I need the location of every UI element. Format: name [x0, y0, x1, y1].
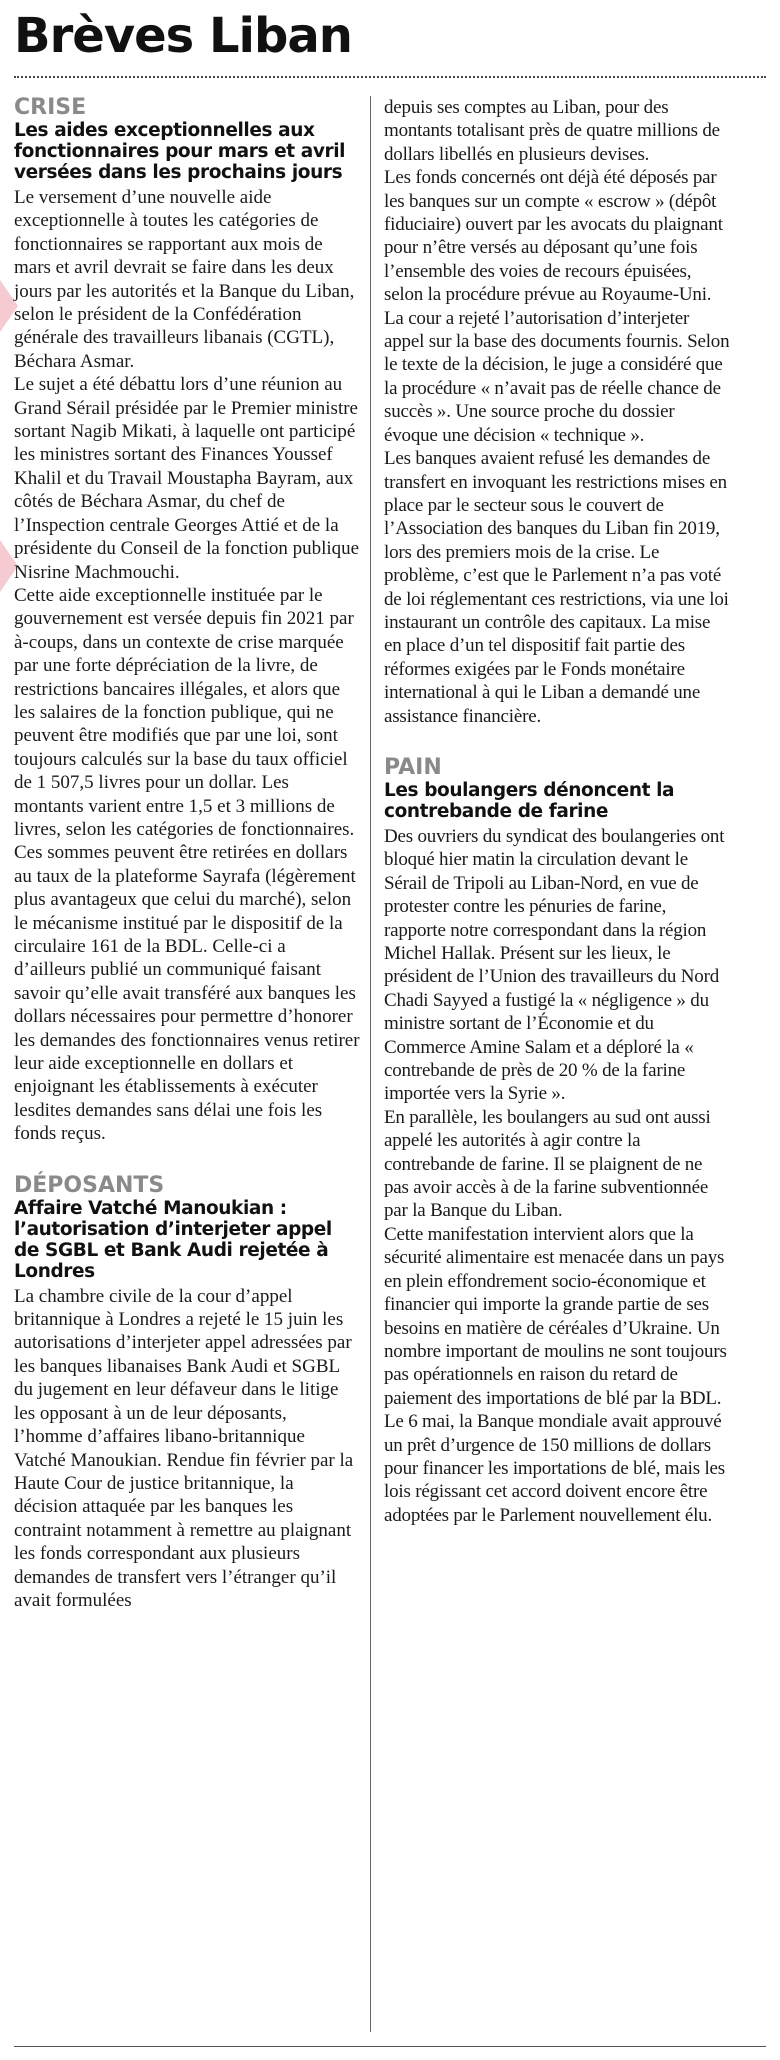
right-column: [384, 96, 730, 1527]
article-paragraph: Des ouvriers du syndicat des boulangeries ont bloqué hier matin la circulation devant le Sérail de Tripoli au Liban-Nord, en vue de protester contre les pénuries de farine, rapporte notre correspondant dans la région Michel Hallak. Présent sur les lieux, le président de l’Union des travailleurs du Nord Chadi Sayyed a fustigé la « négligence » du ministre sortant de l’Économie et du Commerce Amine Salam et a déploré la « contrebande de près de 20 % de la farine importée vers la Syrie ».: [384, 825, 725, 1105]
article-paragraph: La chambre civile de la cour d’appel britannique à Londres a rejeté le 15 juin les autorisations d’interjeter appel adressées par les banques libanaises Bank Audi et SGBL du jugement en leur défaveur dans le litige les opposant à un de leur déposants, l’homme d’affaires libano-britannique Vatché Manoukian. Rendue fin février par la Haute Cour de justice britannique, la décision attaquée par les banques les contraint notamment à remettre au plaignant les fonds correspondant aux plusieurs demandes de transfert vers l’étranger qu’il avait formulées: [14, 1285, 354, 1611]
article-deposants: [14, 1174, 360, 1613]
article-headline: Les boulangers dénoncent la contrebande de farine: [384, 779, 675, 822]
column-divider: [370, 96, 371, 2032]
article-paragraph: Le versement d’une nouvelle aide exceptionnelle à toutes les catégories de fonctionnaires se rapportant aux mois de mars et avril devrait se faire dans les deux jours par les autorités et la Banque du Liban, selon le président de la Confédération générale des travailleurs libanais (CGTL), Béchara Asmar.: [14, 187, 355, 372]
article-kicker: CRISE: [14, 95, 87, 120]
article-paragraph: Les fonds concernés ont déjà été déposés par les banques sur un compte « escrow » (dépôt fiduciaire) ouvert par les avocats du plaignant pour n’être versés au déposant qu’une fois l’ensemble des voies de recours épuisées, selon la procédure prévue au Royaume-Uni.: [384, 167, 723, 306]
article-paragraph: En parallèle, les boulangers au sud ont aussi appelé les autorités à agir contre la contrebande de farine. Il se plaignent de ne pas avoir accès à de la farine subventionnée par la Banque du Liban.: [384, 1106, 711, 1222]
article-crise: [14, 96, 360, 1146]
article-pain: [384, 756, 730, 1527]
article-paragraph: Cette aide exceptionnelle instituée par le gouvernement est versée depuis fin 2021 par à-coups, dans un contexte de crise marquée par une forte dépréciation de la livre, de restrictions bancaires illégales, et alors que les salaires de la fonction publique, qui ne peuvent être modifiés que par une loi, sont toujours calculés sur la base du taux officiel de 1 507,5 livres pour un dollar. Les montants varient entre 1,5 et 3 millions de livres, selon les catégories de fonctionnaires. Ces sommes peuvent être retirées en dollars au taux de la plateforme Sayrafa (légèrement plus avantageux que celui du marché), selon le mécanisme institué par le dispositif de la circulaire 161 de la BDL. Celle-ci a d’ailleurs publié un communiqué faisant savoir qu’elle avait transféré aux banques les dollars nécessaires pour permettre d’honorer les demandes des fonctionnaires venus retirer leur aide exceptionnelle en dollars et enjoignant les établissements à exécuter lesdites demandes sans délai une fois les fonds reçus.: [14, 584, 360, 1145]
article-headline: Les aides exceptionnelles aux fonctionnaires pour mars et avril versées dans les prochains jours: [14, 120, 346, 183]
article-paragraph: Le sujet a été débattu lors d’une réunion au Grand Sérail présidée par le Premier ministre sortant Nagib Mikati, à laquelle ont participé les ministres sortant des Finances Youssef Khalil et du Travail Moustapha Bayram, aux côtés de Béchara Asmar, du chef de l’Inspection centrale Georges Attié et de la présidente du Conseil de la fonction publique Nisrine Machmouchi.: [14, 374, 360, 583]
article-kicker: DÉPOSANTS: [14, 1172, 165, 1198]
article-paragraph: depuis ses comptes au Liban, pour des montants totalisant près de quatre millions de dollars libellés en plusieurs devises.: [384, 97, 720, 165]
bottom-divider: [14, 2046, 766, 2047]
page-title: Brèves Liban: [14, 8, 352, 64]
section-spacer: [384, 728, 730, 756]
left-column: [14, 96, 360, 1612]
section-spacer: [14, 1146, 360, 1174]
article-paragraph: Cette manifestation intervient alors que la sécurité alimentaire est menacée dans un pays en plein effondrement socio-économique et financier qui importe la grande partie de ses besoins en matière de céréales d’Ukraine. Un nombre important de moulins ne sont toujours pas opérationnels en raison du retard de paiement des importations de blé par la BDL. Le 6 mai, la Banque mondiale avait approuvé un prêt d’urgence de 150 millions de dollars pour financer les importations de blé, mais les lois régissant cet accord doivent encore être adoptées par le Parlement nouvellement élu.: [384, 1223, 727, 1526]
title-divider: [14, 76, 766, 78]
article-headline: Affaire Vatché Manoukian : l’autorisation d’interjeter appel de SGBL et Bank Audi rejetée à Londres: [14, 1197, 332, 1282]
article-paragraph: La cour a rejeté l’autorisation d’interjeter appel sur la base des documents fournis. Selon le texte de la décision, le juge a considéré que la procédure « n’avait pas de réelle chance de succès ». Une source proche du dossier évoque une décision « technique ».: [384, 307, 730, 446]
article-paragraph: Les banques avaient refusé les demandes de transfert en invoquant les restrictions mises en place par le secteur sous le couvert de l’Association des banques du Liban fin 2019, lors des premiers mois de la crise. Le problème, c’est que le Parlement n’a pas voté de loi réglementant ces restrictions, via une loi instaurant un contrôle des capitaux. La mise en place d’un tel dispositif fait partie des réformes exigées par le Fonds monétaire international à qui le Liban a demandé une assistance financière.: [384, 448, 729, 727]
article-kicker: PAIN: [384, 754, 442, 780]
article-deposants-continued: [384, 96, 730, 728]
